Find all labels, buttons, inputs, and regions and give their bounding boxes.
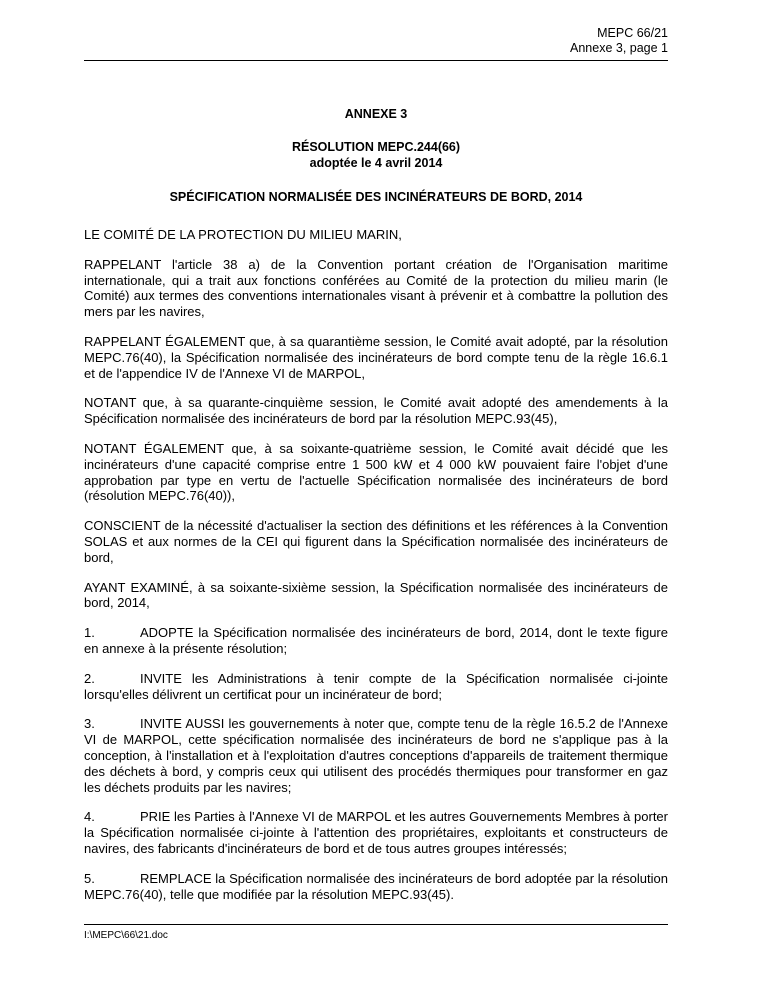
resolution-adoption-date: adoptée le 4 avril 2014 bbox=[309, 156, 443, 170]
document-body bbox=[84, 106, 668, 916]
preamble-paragraph: AYANT EXAMINÉ, à sa soixante-sixième session, la Spécification normalisée des incinérateurs de bord, 2014, bbox=[84, 579, 668, 611]
operative-paragraph-2 bbox=[84, 671, 668, 703]
operative-paragraph-5 bbox=[84, 871, 668, 903]
header-divider bbox=[84, 60, 668, 61]
resolution-block bbox=[84, 139, 668, 171]
paragraph-number: 1. bbox=[84, 625, 95, 641]
paragraph-text: ADOPTE la Spécification normalisée des incinérateurs de bord, 2014, dont le texte figure en annexe à la présente résolution; bbox=[84, 625, 668, 656]
annex-title: ANNEXE 3 bbox=[344, 107, 408, 121]
paragraph-text: REMPLACE la Spécification normalisée des incinérateurs de bord adoptée par la résolution MEPC.76(40), telle que modifiée par la résolution MEPC.93(45). bbox=[84, 870, 668, 902]
operative-paragraph-4 bbox=[84, 809, 668, 856]
paragraph-number: 2. bbox=[84, 670, 95, 686]
paragraph-text: INVITE les Administrations à tenir compte de la Spécification normalisée ci-jointe lorsqu'elles délivrent un certificat pour un incinérateur de bord; bbox=[84, 670, 668, 702]
preamble-paragraph: RAPPELANT ÉGALEMENT que, à sa quarantième session, le Comité avait adopté, par la résolution MEPC.76(40), la Spécification normalisée des incinérateurs de bord compte tenu de la règle 16.6.1 et de l'appendice IV de l'Annexe VI de MARPOL, bbox=[84, 333, 668, 381]
preamble-paragraph: RAPPELANT l'article 38 a) de la Convention portant création de l'Organisation maritime internationale, qui a trait aux fonctions conférées au Comité de la protection du milieu marin (le Comité) aux termes des conventions internationales visant à prévenir et à combattre la pollution des mers par les navires, bbox=[84, 256, 668, 320]
footer-divider bbox=[84, 924, 668, 925]
resolution-number: RÉSOLUTION MEPC.244(66) bbox=[291, 140, 461, 154]
operative-paragraph-3 bbox=[84, 716, 668, 795]
paragraph-text: INVITE AUSSI les gouvernements à noter que, compte tenu de la règle 16.5.2 de l'Annexe VI de MARPOL, cette spécification normalisée des incinérateurs de bord ne s'applique pas à la conception, à l'installation et à l'exploitation d'autres conceptions d'appareils de traitement thermique des déchets à bord, y compris ceux qui utilisent des procédés thermiques pour transformer en gaz les déchets produits par les navires; bbox=[84, 716, 668, 795]
paragraph-text: PRIE les Parties à l'Annexe VI de MARPOL et les autres Gouvernements Membres à porter la Spécification normalisée ci-jointe à l'attention des propriétaires, exploitants et constructeurs de navires, des fabricants d'incinérateurs de bord et de tous autres groupes intéressés; bbox=[84, 809, 668, 856]
operative-paragraph-1 bbox=[84, 625, 668, 657]
paragraph-number: 3. bbox=[84, 716, 95, 732]
preamble-paragraph: NOTANT que, à sa quarante-cinquième session, le Comité avait adopté des amendements à la Spécification normalisée des incinérateurs de bord par la résolution MEPC.93(45), bbox=[84, 395, 668, 427]
document-reference: MEPC 66/21 bbox=[597, 26, 668, 40]
preamble-paragraph: CONSCIENT de la nécessité d'actualiser la section des définitions et les références à la Convention SOLAS et aux normes de la CEI qui figurent dans la Spécification normalisée des incinérateurs de bord, bbox=[84, 518, 668, 565]
footer-file-path: I:\MEPC\66\21.doc bbox=[84, 930, 168, 941]
paragraph-number: 4. bbox=[84, 809, 95, 825]
preamble-paragraph: NOTANT ÉGALEMENT que, à sa soixante-quatrième session, le Comité avait décidé que les incinérateurs d'une capacité comprise entre 1 500 kW et 4 000 kW pouvaient faire l'objet d'une approbation par type en vertu de l'actuelle Spécification normalisée des incinérateurs de bord (résolution MEPC.76(40)), bbox=[84, 440, 668, 504]
page-reference: Annexe 3, page 1 bbox=[570, 41, 668, 55]
paragraph-number: 5. bbox=[84, 870, 95, 886]
preamble-paragraph: LE COMITÉ DE LA PROTECTION DU MILIEU MARIN, bbox=[84, 227, 402, 242]
page-header bbox=[570, 26, 668, 56]
specification-title: SPÉCIFICATION NORMALISÉE DES INCINÉRATEURS DE BORD, 2014 bbox=[169, 190, 583, 204]
